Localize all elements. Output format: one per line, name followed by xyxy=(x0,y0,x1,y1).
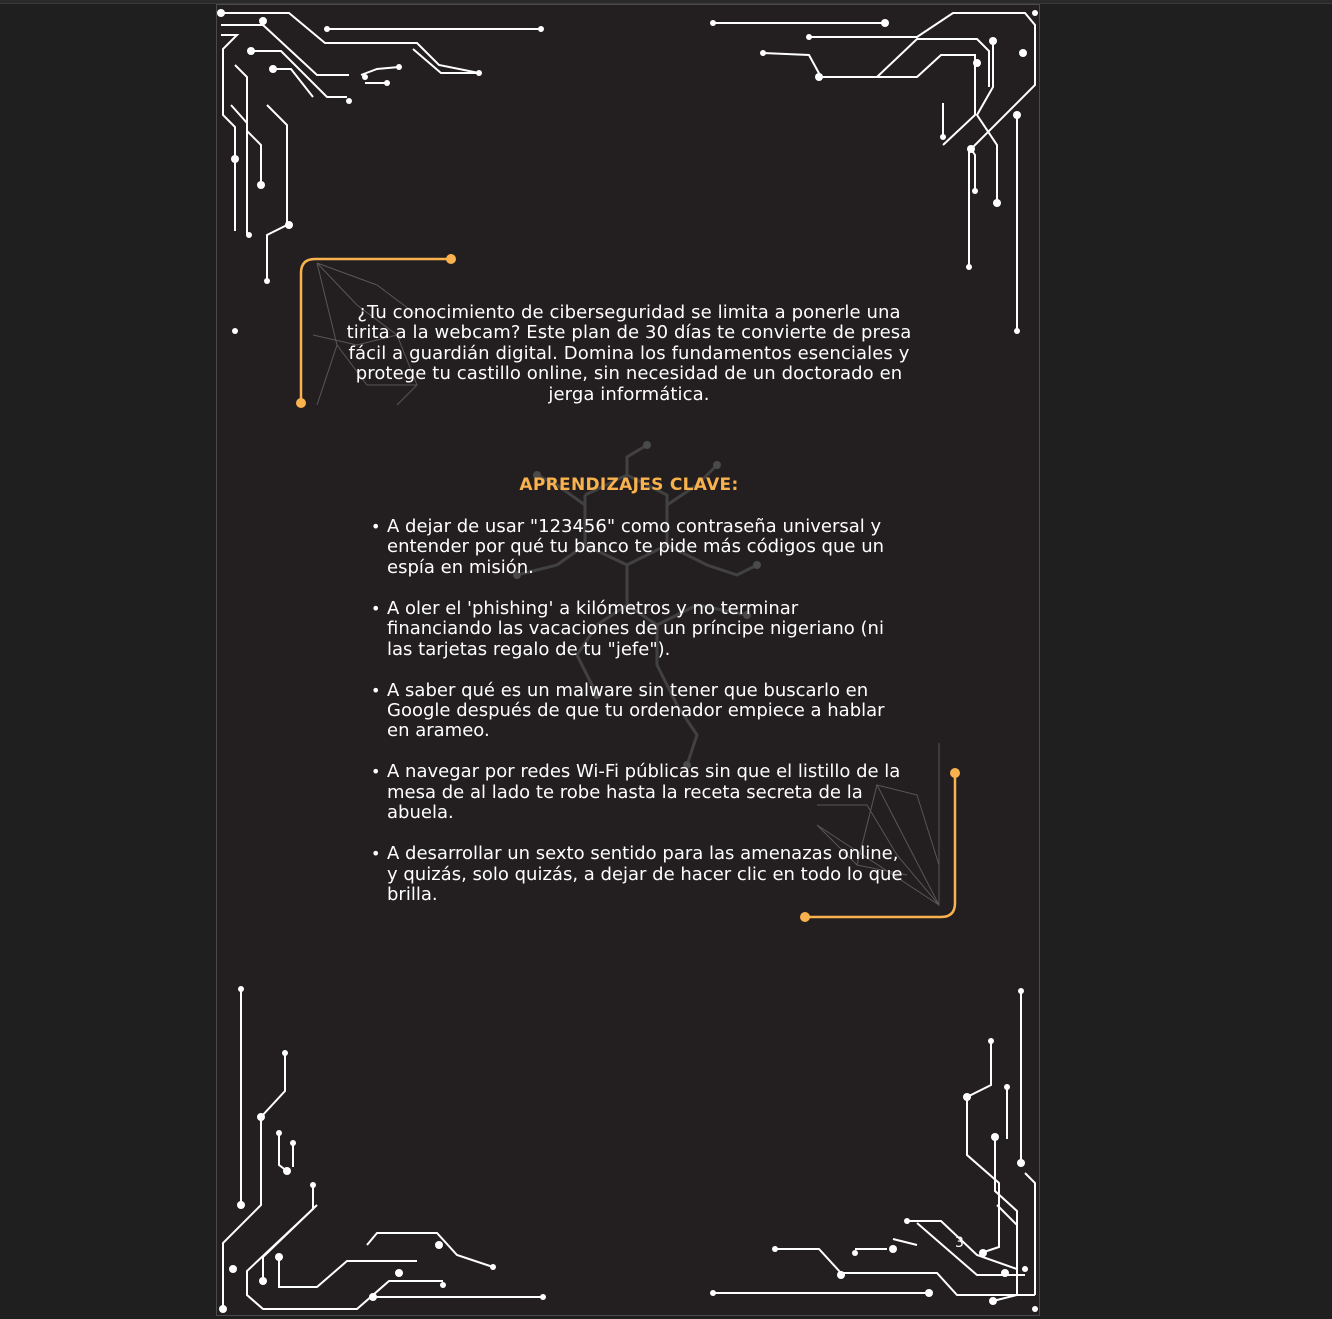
intro-paragraph: ¿Tu conocimiento de ciberseguridad se limita a ponerle una tirita a la webcam? Este plan de 30 días te convierte de presa fácil a guardián digital. Domina los fundamentos esenciales y protege tu castillo online, sin necesidad de un doctorado en jerga informática. xyxy=(346,302,912,405)
bullet-icon: • xyxy=(371,844,381,864)
bullet-icon: • xyxy=(371,680,381,700)
list-item xyxy=(367,762,907,823)
list-item xyxy=(367,844,907,905)
list-item xyxy=(367,599,907,660)
bullet-icon: • xyxy=(371,517,381,536)
key-learnings-list xyxy=(367,517,907,926)
list-item-text: A desarrollar un sexto sentido para las amenazas online, y quizás, solo quizás, a dejar de hacer clic en todo lo que brilla. xyxy=(387,843,903,906)
page-number: 3 xyxy=(955,1235,964,1251)
list-item-text: A dejar de usar "123456" como contraseña universal y entender por qué tu banco te pide más códigos que un espía en misión. xyxy=(387,516,885,578)
list-item-text: A saber qué es un malware sin tener que buscarlo en Google después de que tu ordenador empiece a hablar en arameo. xyxy=(387,679,885,742)
key-learnings-heading: APRENDIZAJES CLAVE: xyxy=(519,475,739,495)
list-item-text: A oler el 'phishing' a kilómetros y no terminar financiando las vacaciones de un príncipe nigeriano (ni las tarjetas regalo de tu "jefe"). xyxy=(387,597,884,660)
list-item xyxy=(367,517,907,578)
list-item xyxy=(367,681,907,742)
bullet-icon: • xyxy=(371,598,381,618)
document-page xyxy=(216,4,1040,1316)
bullet-icon: • xyxy=(371,762,381,782)
list-item-text: A navegar por redes Wi-Fi públicas sin que el listillo de la mesa de al lado te robe hasta la receta secreta de la abuela. xyxy=(387,761,901,824)
